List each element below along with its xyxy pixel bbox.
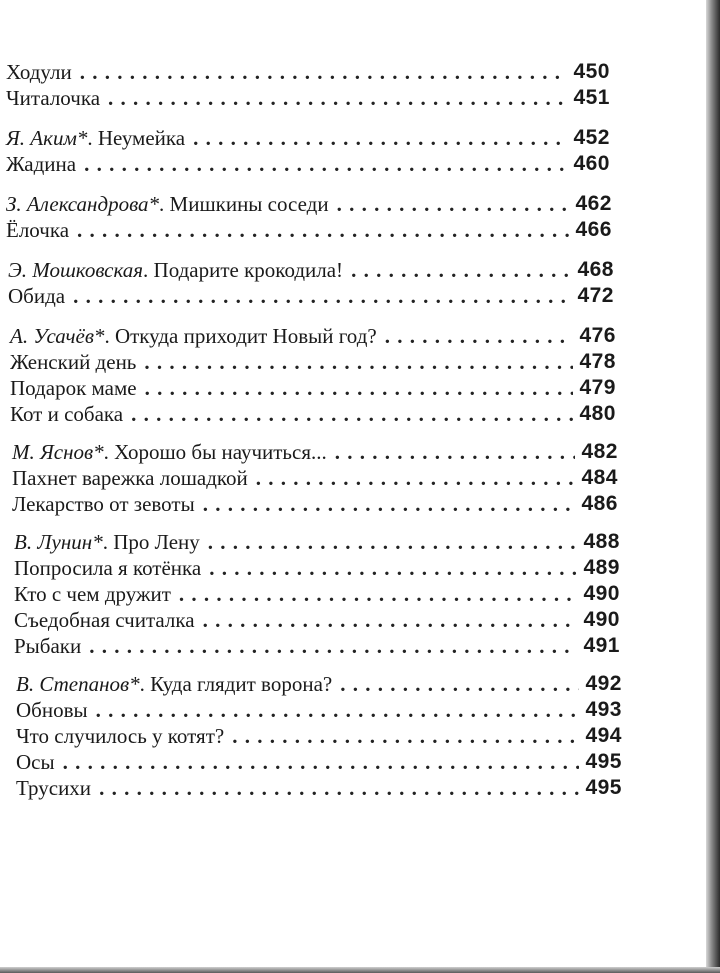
dot-leader — [108, 86, 567, 110]
toc-entry[interactable] — [10, 396, 616, 426]
toc-entry-page: 468 — [577, 258, 614, 281]
toc-entry-page: 488 — [583, 530, 620, 553]
toc-entry-title: . Откуда приходит Новый год? — [104, 324, 377, 348]
toc-entry-author: В. Степанов* — [16, 672, 140, 696]
dot-leader — [131, 402, 573, 426]
toc-entry-title: Женский день — [10, 350, 137, 374]
dot-leader — [203, 492, 576, 516]
toc-entry-page: 490 — [583, 608, 620, 631]
toc-entry[interactable] — [8, 278, 614, 308]
toc-entry-title: Осы — [16, 750, 55, 774]
dot-leader — [84, 152, 567, 176]
page-edge-bottom — [0, 967, 720, 973]
dot-leader — [89, 634, 577, 658]
toc-entry-page: 490 — [583, 582, 620, 605]
dot-leader — [77, 218, 569, 242]
toc-entry[interactable] — [12, 486, 618, 516]
toc-entry-title: Съедобная считалка — [14, 608, 195, 632]
toc-entry-title: Обида — [8, 284, 66, 308]
toc-entry-page: 495 — [585, 776, 622, 799]
toc-entry-page: 495 — [585, 750, 622, 773]
dot-leader — [73, 284, 571, 308]
toc-entry[interactable] — [6, 80, 610, 110]
toc-entry-title: . Подарите крокодила! — [143, 258, 344, 282]
toc-entry-title: Трусихи — [16, 776, 92, 800]
toc-entry-page: 479 — [579, 376, 616, 399]
toc-entry-page: 478 — [579, 350, 616, 373]
toc-entry-author: Я. Аким* — [6, 126, 88, 150]
toc-entry[interactable] — [6, 212, 612, 242]
toc-entry-page: 462 — [575, 192, 612, 215]
toc-entry-page: 451 — [573, 86, 610, 109]
toc-entry-page: 476 — [579, 324, 616, 347]
toc-entry-page: 484 — [581, 466, 618, 489]
toc-entry-author: А. Усачёв* — [10, 324, 105, 348]
toc-entry-title: Жадина — [6, 152, 77, 176]
toc-entry-page: 452 — [573, 126, 610, 149]
toc-entry-title: Лекарство от зевоты — [12, 492, 195, 516]
toc-entry-page: 466 — [575, 218, 612, 241]
toc-entry[interactable] — [16, 770, 622, 800]
toc-entry-title: . Хорошо бы научиться... — [103, 440, 327, 464]
toc-entry[interactable] — [14, 628, 620, 658]
toc-entry-page: 472 — [577, 284, 614, 307]
toc-entry-title: Кот и собака — [10, 402, 124, 426]
toc-entry-title: . Мишкины соседи — [159, 192, 329, 216]
toc-entry-title: Рыбаки — [14, 634, 82, 658]
dot-leader — [99, 776, 579, 800]
toc-entry-author: М. Яснов* — [12, 440, 104, 464]
toc-entry-title: Ходули — [6, 60, 72, 84]
toc-entry-title: Что случилось у котят? — [16, 724, 225, 748]
toc-entry-page: 460 — [573, 152, 610, 175]
toc-entry-title: . Про Лену — [102, 530, 200, 554]
toc-entry-title: Попросила я котёнка — [14, 556, 202, 580]
toc-entry-author: З. Александрова* — [6, 192, 160, 216]
toc-entry-page: 480 — [579, 402, 616, 425]
toc-entry[interactable] — [6, 146, 610, 176]
toc-entry-title: Подарок маме — [10, 376, 137, 400]
toc-entry-author: В. Лунин* — [14, 530, 103, 554]
toc-entry-page: 482 — [581, 440, 618, 463]
toc-entry-title: . Неумейка — [87, 126, 186, 150]
toc-entry-title: Ёлочка — [6, 218, 70, 242]
toc-entry-page: 491 — [583, 634, 620, 657]
page-edge-right — [706, 0, 720, 973]
toc-entry-page: 492 — [585, 672, 622, 695]
toc-entry-title: Кто с чем дружит — [14, 582, 171, 606]
toc-entry-page: 450 — [573, 60, 610, 83]
toc-entry-page: 494 — [585, 724, 622, 747]
toc-entry-page: 486 — [581, 492, 618, 515]
toc-entry-title: . Куда глядит ворона? — [139, 672, 333, 696]
toc-entry-page: 493 — [585, 698, 622, 721]
toc-entry-page: 489 — [583, 556, 620, 579]
toc-entry-title: Читалочка — [6, 86, 101, 110]
toc-entry-author: Э. Мошковская — [8, 258, 144, 282]
toc-entry-title: Пахнет варежка лошадкой — [12, 466, 248, 490]
toc-entry-title: Обновы — [16, 698, 88, 722]
